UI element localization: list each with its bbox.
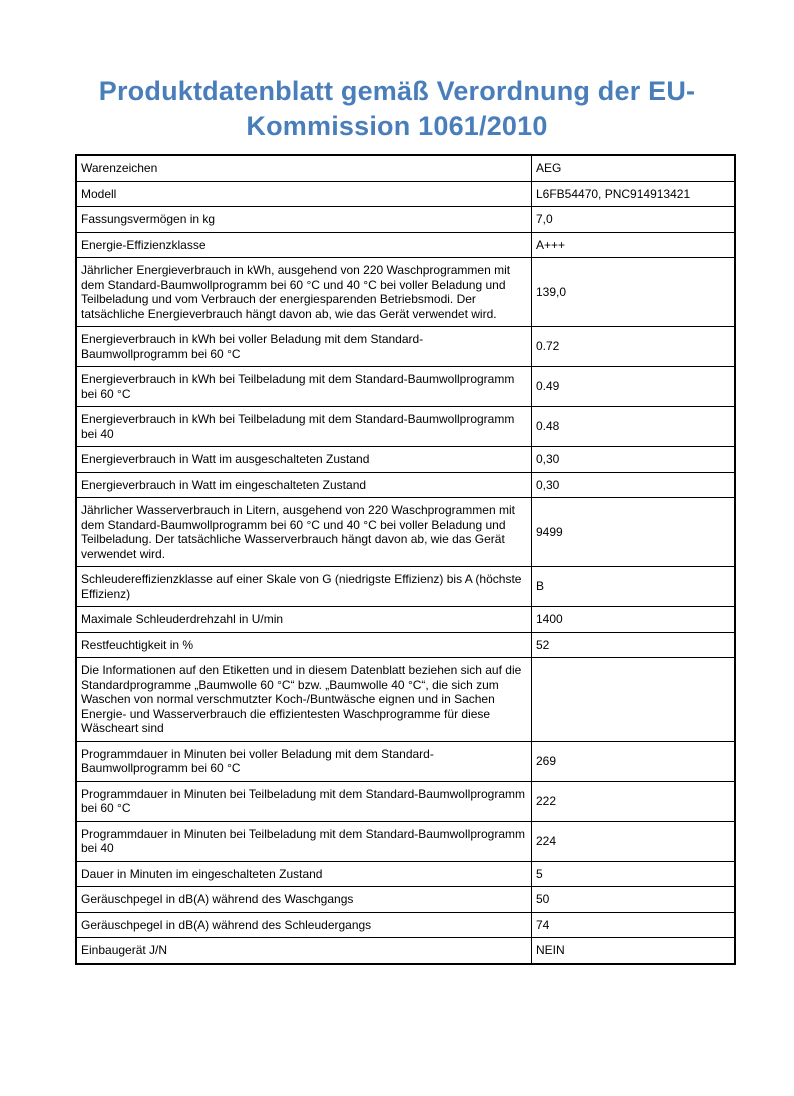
row-value [532,658,736,742]
row-value: 7,0 [532,207,736,233]
page-title [0,0,794,154]
row-label: Energieverbrauch in kWh bei Teilbeladung mit dem Standard-Baumwollprogramm bei 60 °C [76,367,532,407]
row-value: 269 [532,741,736,781]
row-value: A+++ [532,232,736,258]
row-label: Energieverbrauch in kWh bei Teilbeladung mit dem Standard-Baumwollprogramm bei 40 [76,407,532,447]
product-table-body [76,155,735,964]
table-row [76,912,735,938]
row-label: Energieverbrauch in kWh bei voller Beladung mit dem Standard-Baumwollprogramm bei 60 °C [76,327,532,367]
table-row [76,181,735,207]
table-row [76,632,735,658]
table-row [76,498,735,567]
row-label: Modell [76,181,532,207]
row-value: L6FB54470, PNC914913421 [532,181,736,207]
row-value: 224 [532,821,736,861]
table-row [76,741,735,781]
table-row [76,447,735,473]
row-label: Schleudereffizienzklasse auf einer Skale von G (niedrigste Effizienz) bis A (höchste Effizienz) [76,567,532,607]
row-label: Restfeuchtigkeit in % [76,632,532,658]
row-label: Programmdauer in Minuten bei voller Beladung mit dem Standard-Baumwollprogramm bei 60 °C [76,741,532,781]
row-label: Fassungsvermögen in kg [76,207,532,233]
page-title-line-1: Produktdatenblatt gemäß Verordnung der EU- [98,76,696,106]
row-value: 52 [532,632,736,658]
row-label: Geräuschpegel in dB(A) während des Waschgangs [76,887,532,913]
table-row [76,407,735,447]
row-label: Geräuschpegel in dB(A) während des Schleudergangs [76,912,532,938]
row-value: 74 [532,912,736,938]
row-label: Einbaugerät J/N [76,938,532,964]
table-row [76,658,735,742]
row-label: Programmdauer in Minuten bei Teilbeladung mit dem Standard-Baumwollprogramm bei 60 °C [76,781,532,821]
row-value: 5 [532,861,736,887]
row-value: NEIN [532,938,736,964]
row-label: Jährlicher Energieverbrauch in kWh, ausgehend von 220 Waschprogrammen mit dem Standard-Baumwollprogramm bei 60 °C und 40 °C bei voller Beladung und Teilbeladung und vom Verbrauch der energiesparenden Betriebsmodi. Der tatsächliche Energieverbrauch hängt davon ab, wie das Gerät verwendet wird. [76,258,532,327]
table-row [76,781,735,821]
row-value: 222 [532,781,736,821]
table-row [76,232,735,258]
row-label: Dauer in Minuten im eingeschalteten Zustand [76,861,532,887]
table-row [76,327,735,367]
table-row [76,258,735,327]
table-row [76,367,735,407]
row-value: 139,0 [532,258,736,327]
row-label: Energieverbrauch in Watt im eingeschalteten Zustand [76,472,532,498]
table-row [76,155,735,181]
row-label: Warenzeichen [76,155,532,181]
page-title-line-2: Kommission 1061/2010 [246,111,548,142]
row-value: 0.48 [532,407,736,447]
table-row [76,207,735,233]
row-label: Energie-Effizienzklasse [76,232,532,258]
row-value: 0,30 [532,472,736,498]
row-value: 0.72 [532,327,736,367]
row-value: 50 [532,887,736,913]
row-value: 0,30 [532,447,736,473]
row-value: B [532,567,736,607]
product-data-table [75,154,736,965]
row-value: AEG [532,155,736,181]
row-label: Maximale Schleuderdrehzahl in U/min [76,607,532,633]
row-label: Programmdauer in Minuten bei Teilbeladung mit dem Standard-Baumwollprogramm bei 40 [76,821,532,861]
row-label: Jährlicher Wasserverbrauch in Litern, ausgehend von 220 Waschprogrammen mit dem Standard-Baumwollprogramm bei 60 °C und 40 °C bei voller Beladung und Teilbeladung. Der tatsächliche Wasserverbrauch hängt davon ab, wie das Gerät verwendet wird. [76,498,532,567]
row-value: 9499 [532,498,736,567]
table-row [76,938,735,964]
row-value: 0.49 [532,367,736,407]
table-row [76,821,735,861]
table-row [76,472,735,498]
table-row [76,607,735,633]
table-row [76,567,735,607]
table-row [76,887,735,913]
row-label: Energieverbrauch in Watt im ausgeschalteten Zustand [76,447,532,473]
row-label: Die Informationen auf den Etiketten und in diesem Datenblatt beziehen sich auf die Standardprogramme „Baumwolle 60 °C“ bzw. „Baumwolle 40 °C“, die sich zum Waschen von normal verschmutzter Koch-/Buntwäsche eignen und in Sachen Energie- und Wasserverbrauch die effizientesten Waschprogramme für diese Wäscheart sind [76,658,532,742]
row-value: 1400 [532,607,736,633]
table-row [76,861,735,887]
